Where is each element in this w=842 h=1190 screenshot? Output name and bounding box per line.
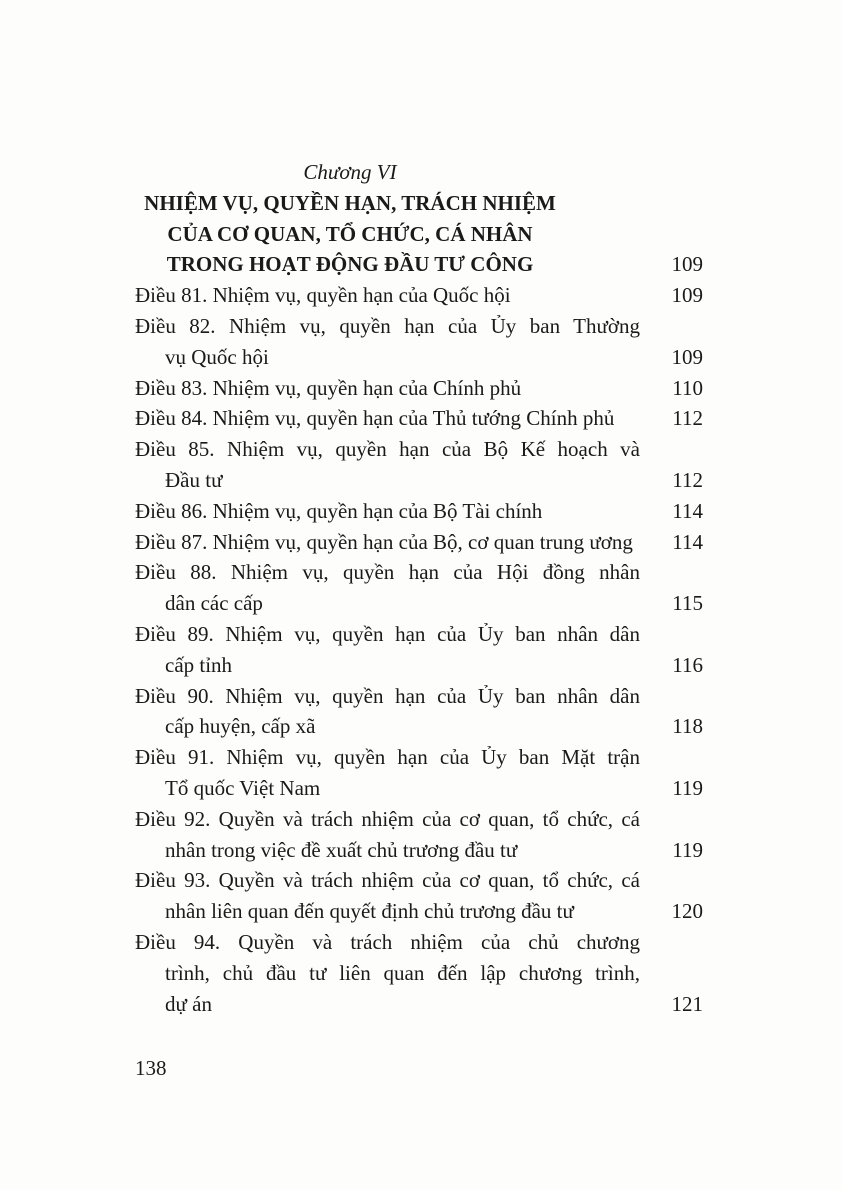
table-of-contents: [135, 157, 703, 1019]
toc-entry-lines: [135, 681, 703, 743]
toc-entry-line: Điều 92. Quyền và trách nhiệm của cơ quan, tổ chức, cá: [135, 806, 640, 831]
toc-entry-line: Điều 90. Nhiệm vụ, quyền hạn của Ủy ban nhân dân: [135, 683, 640, 708]
toc-entry-lines: [135, 434, 703, 496]
toc-entry-line: nhân liên quan đến quyết định chủ trương đầu tư: [165, 899, 574, 924]
toc-entry: [135, 496, 703, 527]
toc-entry-line: nhân trong việc đề xuất chủ trương đầu tư: [165, 837, 518, 862]
entry-page-number: 115: [672, 591, 703, 616]
toc-entry-line: Điều 94. Quyền và trách nhiệm của chủ chương: [135, 929, 640, 954]
toc-entry-line: Điều 84. Nhiệm vụ, quyền hạn của Thủ tướng Chính phủ: [135, 406, 615, 431]
toc-entry-lines: [135, 403, 703, 434]
toc-entry-lines: [135, 527, 703, 558]
entry-page-number: 114: [672, 498, 703, 523]
entry-page-number: 112: [672, 406, 703, 431]
toc-entry: [135, 927, 703, 1019]
toc-entry-lines: [135, 496, 703, 527]
entry-page-number: 114: [672, 529, 703, 554]
toc-entry-line: cấp huyện, cấp xã: [165, 714, 316, 739]
toc-entry-line: Điều 91. Nhiệm vụ, quyền hạn của Ủy ban Mặt trận: [135, 745, 640, 770]
entry-page-number: 112: [672, 467, 703, 492]
toc-entry-line: Điều 93. Quyền và trách nhiệm của cơ quan, tổ chức, cá: [135, 868, 640, 893]
toc-entry-line: Điều 88. Nhiệm vụ, quyền hạn của Hội đồng nhân: [135, 560, 640, 585]
toc-entry-line: cấp tỉnh: [165, 652, 233, 677]
toc-entry-lines: [135, 311, 703, 373]
entry-page-number: 121: [671, 991, 703, 1016]
toc-entry-line: dân các cấp: [165, 591, 263, 616]
toc-entry: [135, 311, 703, 373]
toc-entry-line: Điều 89. Nhiệm vụ, quyền hạn của Ủy ban nhân dân: [135, 621, 640, 646]
entry-page-number: 109: [671, 344, 703, 369]
toc-entry-line: trình, chủ đầu tư liên quan đến lập chương trình,: [165, 960, 640, 985]
toc-entry-line: Điều 83. Nhiệm vụ, quyền hạn của Chính phủ: [135, 375, 522, 400]
toc-entry-lines: [135, 742, 703, 804]
toc-entry: [135, 373, 703, 404]
toc-entry-line: Điều 82. Nhiệm vụ, quyền hạn của Ủy ban Thường: [135, 313, 640, 338]
toc-entry: [135, 557, 703, 619]
toc-entry-line: Điều 81. Nhiệm vụ, quyền hạn của Quốc hội: [135, 283, 511, 308]
toc-entry-lines: [135, 619, 703, 681]
toc-entry: [135, 865, 703, 927]
toc-entry: [135, 619, 703, 681]
page-folio: 138: [135, 1056, 167, 1080]
entry-page-number: 119: [672, 775, 703, 800]
toc-entry-line: Điều 85. Nhiệm vụ, quyền hạn của Bộ Kế hoạch và: [135, 437, 640, 462]
toc-entry: [135, 742, 703, 804]
chapter-title-line: CỦA CƠ QUAN, TỔ CHỨC, CÁ NHÂN: [167, 221, 533, 246]
entry-page-number: 116: [672, 652, 703, 677]
chapter-title-line: TRONG HOẠT ĐỘNG ĐẦU TƯ CÔNG: [166, 252, 534, 277]
toc-entry-line: Điều 86. Nhiệm vụ, quyền hạn của Bộ Tài chính: [135, 498, 543, 523]
chapter-title-line: NHIỆM VỤ, QUYỀN HẠN, TRÁCH NHIỆM: [144, 190, 556, 215]
toc-entry-lines: [135, 557, 703, 619]
chapter-heading-center: [135, 157, 565, 280]
entry-page-number: 118: [672, 714, 703, 739]
entry-page-number: 119: [672, 837, 703, 862]
entry-page-number: 110: [672, 375, 703, 400]
chapter-page-number: 109: [671, 252, 703, 277]
toc-entry-lines: [135, 927, 703, 1019]
entry-page-number: 109: [671, 283, 703, 308]
toc-entry: [135, 804, 703, 866]
toc-entries: [135, 280, 703, 1019]
chapter-title: [135, 188, 565, 280]
toc-entry: [135, 527, 703, 558]
toc-entry-line: Tổ quốc Việt Nam: [165, 775, 321, 800]
toc-entry-line: Điều 87. Nhiệm vụ, quyền hạn của Bộ, cơ quan trung ương: [135, 529, 633, 554]
toc-entry-line: dự án: [165, 991, 212, 1016]
entry-page-number: 120: [671, 899, 703, 924]
toc-entry: [135, 434, 703, 496]
toc-entry: [135, 403, 703, 434]
toc-entry-line: Đầu tư: [165, 467, 223, 492]
toc-entry-line: vụ Quốc hội: [165, 344, 269, 369]
toc-entry: [135, 280, 703, 311]
toc-entry-lines: [135, 865, 703, 927]
toc-entry: [135, 681, 703, 743]
toc-entry-lines: [135, 373, 703, 404]
chapter-label: Chương VI: [303, 160, 397, 184]
toc-entry-lines: [135, 804, 703, 866]
chapter-heading-block: [135, 157, 703, 280]
toc-entry-lines: [135, 280, 703, 311]
